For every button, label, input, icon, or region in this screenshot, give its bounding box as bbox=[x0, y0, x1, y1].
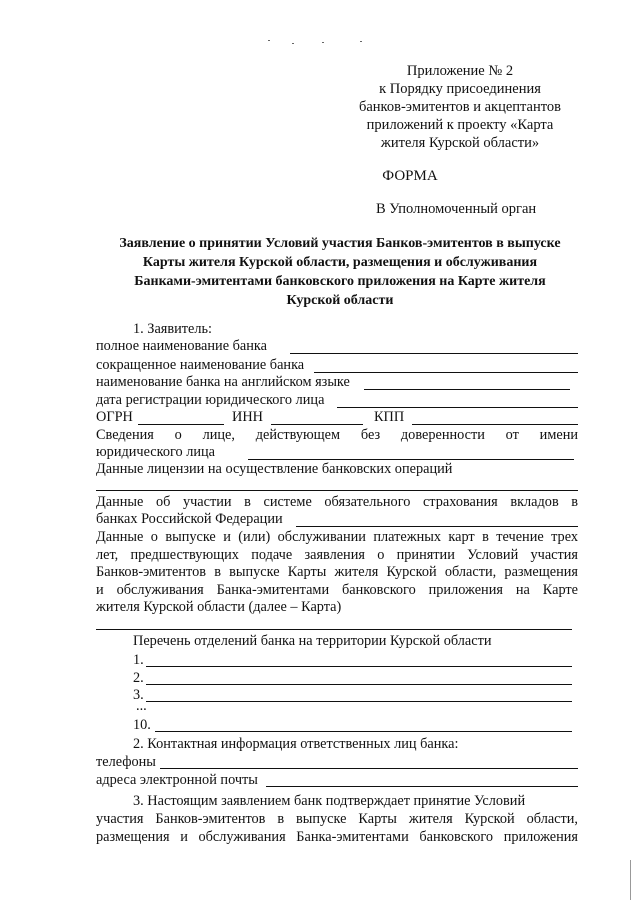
scan-edge bbox=[630, 860, 634, 900]
form-label: ФОРМА bbox=[382, 168, 438, 184]
proxy-field[interactable] bbox=[248, 459, 574, 460]
branch-item-number: 10. bbox=[133, 717, 151, 733]
section3-line: участия Банков-эмитентов в выпуске Карты жителя Курской области, bbox=[96, 811, 578, 827]
branch-item-number: 2. bbox=[133, 670, 144, 686]
inn-label: ИНН bbox=[232, 409, 263, 425]
branch-field-1[interactable] bbox=[146, 666, 572, 667]
phones-label: телефоны bbox=[96, 754, 156, 770]
branch-item-number: 3. bbox=[133, 687, 144, 703]
title-line: Заявление о принятии Условий участия Банков-эмитентов в выпуске bbox=[119, 236, 561, 251]
addressee: В Уполномоченный орган bbox=[376, 201, 537, 217]
branch-ellipsis: ... bbox=[136, 698, 147, 714]
insurance-end-label: банках Российской Федерации bbox=[96, 511, 283, 527]
cards-field[interactable] bbox=[96, 629, 572, 630]
section1-heading: 1. Заявитель: bbox=[133, 321, 213, 337]
kpp-label: КПП bbox=[374, 409, 405, 425]
cards-line: Данные о выпуске и (или) обслуживании платежных карт в течение трех bbox=[96, 529, 578, 545]
kpp-field[interactable] bbox=[412, 424, 578, 425]
ogrn-label: ОГРН bbox=[96, 409, 133, 425]
ogrn-field[interactable] bbox=[138, 424, 224, 425]
proxy-end-label: юридического лица bbox=[96, 444, 216, 460]
section3-line: 3. Настоящим заявлением банк подтверждает принятие Условий bbox=[133, 793, 526, 809]
appendix-line: Приложение № 2 bbox=[406, 63, 514, 79]
branches-heading: Перечень отделений банка на территории Курской области bbox=[133, 633, 492, 649]
appendix-line: жителя Курской области» bbox=[380, 135, 540, 151]
branch-field-10[interactable] bbox=[155, 731, 572, 732]
title-line: Курской области bbox=[286, 293, 394, 308]
branch-field-2[interactable] bbox=[146, 684, 572, 685]
appendix-line: приложений к проекту «Карта bbox=[366, 117, 554, 133]
license-label: Данные лицензии на осуществление банковских операций bbox=[96, 461, 453, 477]
english-name-field[interactable] bbox=[364, 389, 570, 390]
section2-heading: 2. Контактная информация ответственных лиц банка: bbox=[133, 736, 459, 752]
appendix-header bbox=[340, 62, 580, 152]
english-name-label: наименование банка на английском языке bbox=[96, 374, 350, 390]
insurance-line: Данные об участии в системе обязательного страхования вкладов в bbox=[96, 494, 579, 510]
reg-date-field[interactable] bbox=[337, 407, 578, 408]
branch-field-3[interactable] bbox=[146, 701, 572, 702]
license-field[interactable] bbox=[96, 490, 578, 491]
full-name-field[interactable] bbox=[290, 353, 578, 354]
cards-line: Банков-эмитентов в выпуске Карты жителя Курской области, размещения bbox=[96, 564, 578, 580]
proxy-line: Сведения о лице, действующем без доверенности от имени bbox=[96, 427, 579, 443]
appendix-line: к Порядку присоединения bbox=[379, 81, 541, 97]
phones-field[interactable] bbox=[160, 768, 578, 769]
cards-line: и обслуживания Банка-эмитентами банковского приложения на Карте bbox=[96, 582, 578, 598]
emails-label: адреса электронной почты bbox=[96, 772, 258, 788]
emails-field[interactable] bbox=[266, 786, 578, 787]
inn-field[interactable] bbox=[271, 424, 363, 425]
title-line: Банками-эмитентами банковского приложения на Карте жителя bbox=[134, 274, 546, 289]
cards-last-line: жителя Курской области (далее – Карта) bbox=[96, 599, 342, 615]
cards-line: лет, предшествующих подаче заявления о принятии Условий участия bbox=[96, 547, 578, 563]
section3-line: размещения и обслуживания Банка-эмитентами банковского приложения bbox=[96, 829, 578, 845]
document-title bbox=[90, 234, 590, 310]
title-line: Карты жителя Курской области, размещения и обслуживания bbox=[142, 255, 538, 270]
insurance-field[interactable] bbox=[296, 526, 578, 527]
branch-item-number: 1. bbox=[133, 652, 144, 668]
full-name-label: полное наименование банка bbox=[96, 338, 267, 354]
short-name-field[interactable] bbox=[314, 372, 578, 373]
appendix-line: банков-эмитентов и акцептантов bbox=[358, 99, 561, 115]
reg-date-label: дата регистрации юридического лица bbox=[96, 392, 325, 408]
short-name-label: сокращенное наименование банка bbox=[96, 357, 305, 373]
